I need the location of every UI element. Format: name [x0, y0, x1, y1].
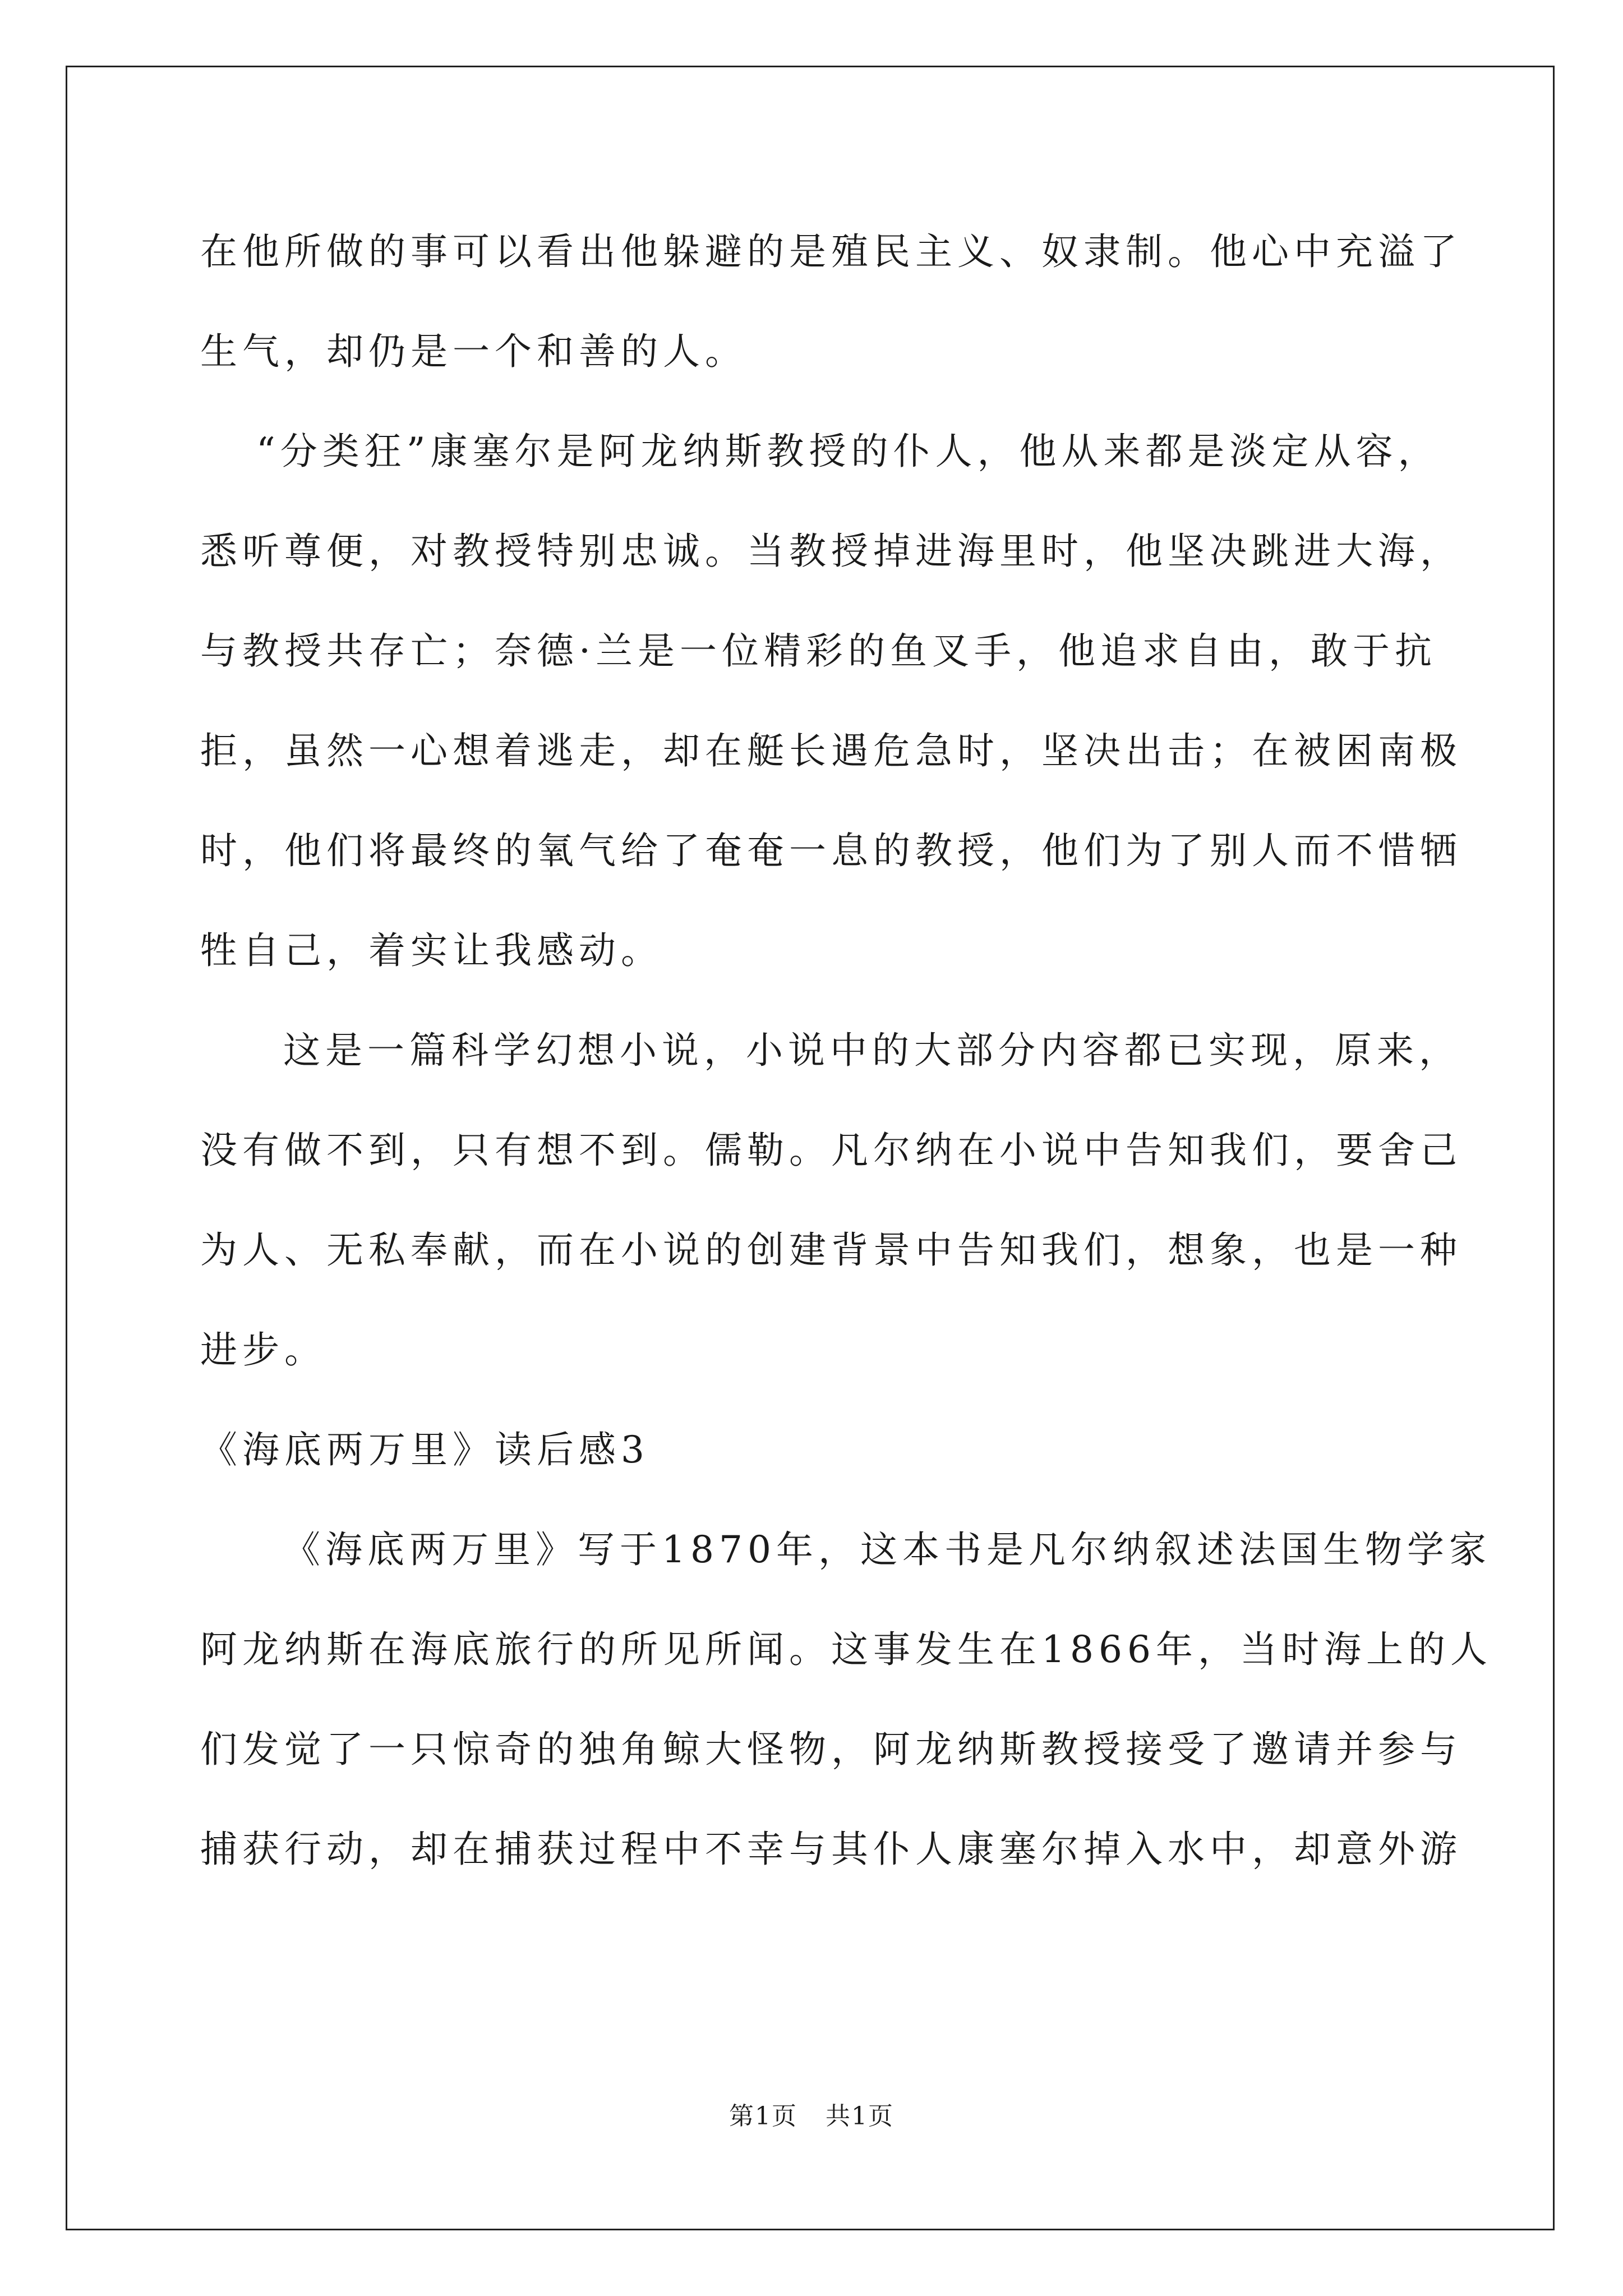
- text-line: 时，他们将最终的氧气给了奄奄一息的教授，他们为了别人而不惜牺: [200, 829, 1462, 872]
- text-line: “分类狂”康塞尔是阿龙纳斯教授的仆人，他从来都是淡定从容，: [256, 430, 1440, 473]
- text-line: 阿龙纳斯在海底旅行的所见所闻。这事发生在1866年，当时海上的人: [200, 1628, 1492, 1671]
- text-line: 悉听尊便，对教授特别忠诚。当教授掉进海里时，他坚决跳进大海，: [200, 530, 1462, 573]
- document-body: [200, 202, 1492, 1899]
- page-footer: [0, 2096, 1623, 2132]
- text-line: 进步。: [200, 1328, 326, 1372]
- text-line: 捕获行动，却在捕获过程中不幸与其仆人康塞尔掉入水中，却意外游: [200, 1828, 1462, 1871]
- page-number: 第1页: [729, 2102, 797, 2131]
- section-heading: 《海底两万里》读后感3: [200, 1428, 649, 1471]
- text-line: 《海底两万里》写于1870年，这本书是凡尔纳叙述法国生物学家: [283, 1528, 1491, 1571]
- text-line: 在他所做的事可以看出他躲避的是殖民主义、奴隶制。他心中充溢了: [200, 230, 1462, 273]
- text-line: 没有做不到，只有想不到。儒勒。凡尔纳在小说中告知我们，要舍己: [200, 1129, 1462, 1172]
- page-total: 共1页: [826, 2102, 894, 2131]
- text-line: 与教授共存亡；奈德·兰是一位精彩的鱼叉手，他追求自由，敢于抗: [200, 629, 1437, 673]
- text-line: 拒，虽然一心想着逃走，却在艇长遇危急时，坚决出击；在被困南极: [200, 729, 1462, 772]
- text-line: 们发觉了一只惊奇的独角鲸大怪物，阿龙纳斯教授接受了邀请并参与: [200, 1728, 1462, 1771]
- text-line: 生气，却仍是一个和善的人。: [200, 330, 747, 373]
- text-line: 这是一篇科学幻想小说，小说中的大部分内容都已实现，原来，: [283, 1029, 1461, 1072]
- text-line: 为人、无私奉献，而在小说的创建背景中告知我们，想象，也是一种: [200, 1228, 1462, 1272]
- text-line: 牲自己，着实让我感动。: [200, 929, 663, 972]
